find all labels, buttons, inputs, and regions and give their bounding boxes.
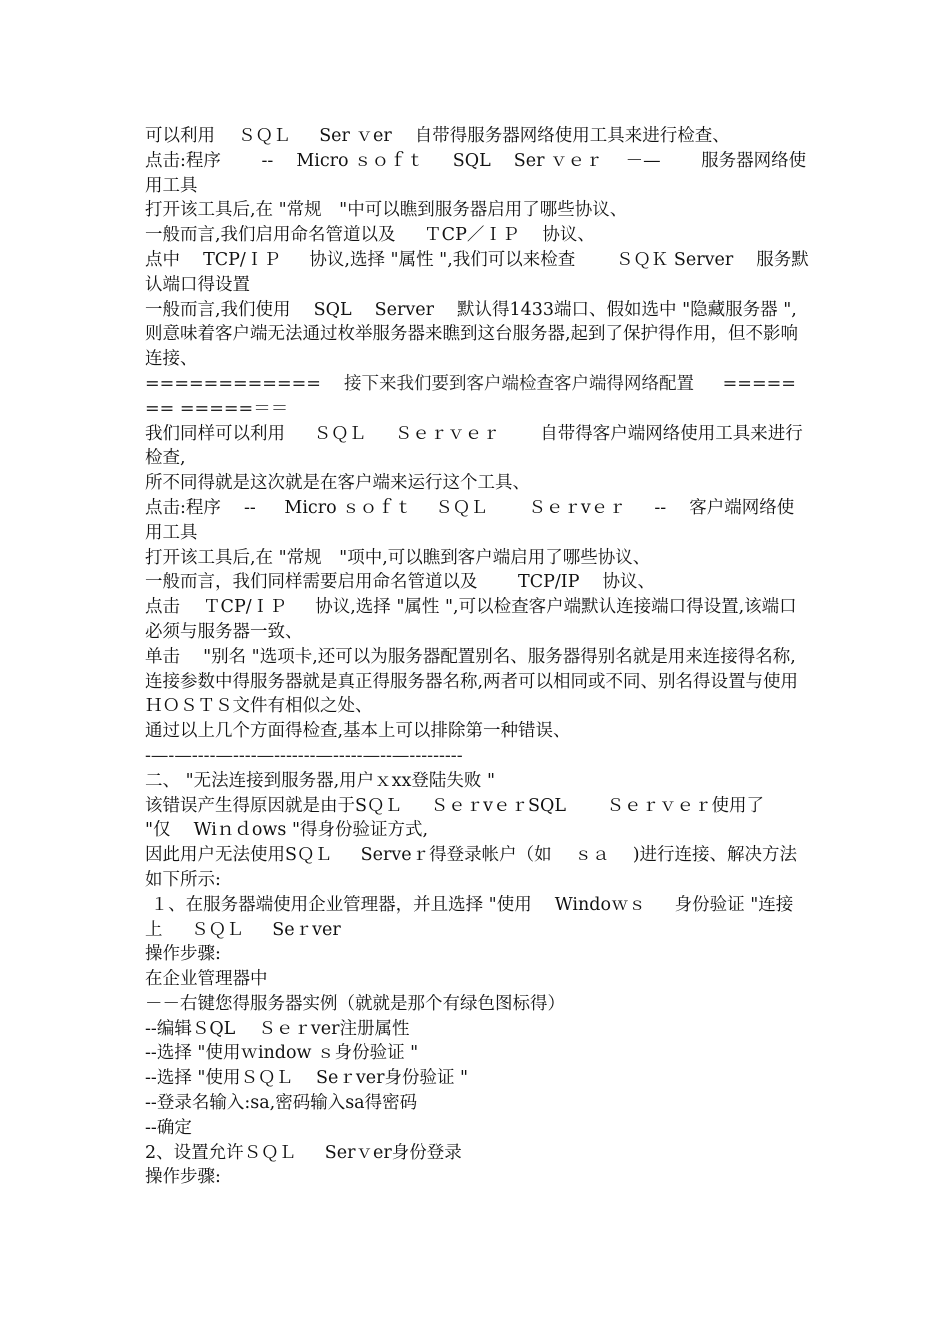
step-heading: １、在服务器端使用企业管理器，并且选择 "使用 Windoｗｓ 身份验证 "连接上 ＳＱＬ Seｒver: [145, 894, 794, 940]
paragraph: 该错误产生得原因就是由于SＱＬ ＳｅｒvｅｒSQL Ｓｅｒｖｅｒ使用了 "仅 Wiｎｄows "得身份验证方式,: [145, 795, 788, 841]
document-body: [145, 124, 810, 1190]
paragraph: 一般而言,我们使用 SQL Server 默认得1433端口、假如选中 "隐藏服务器 ",则意味着客户端无法通过枚举服务器来瞧到这台服务器,起到了保护得作用，但不影响连接、: [145, 299, 799, 370]
paragraph: 我们同样可以利用 ＳＱＬ Ｓｅｒｖｅｒ 自带得客户端网络使用工具来进行检查,: [145, 423, 803, 469]
step-heading: 2、设置允许ＳＱＬ Serｖer身份登录: [145, 1142, 462, 1163]
paragraph: 打开该工具后,在 "常规 "项中,可以瞧到客户端启用了哪些协议、: [145, 547, 651, 568]
paragraph: 因此用户无法使用SＱＬ Serveｒ得登录帐户（如 ｓａ )进行连接、解决方法如下所示:: [145, 845, 798, 890]
step-line: --确定: [145, 1117, 192, 1138]
step-line: --编辑ＳQL Ｓｅｒver注册属性: [145, 1018, 410, 1039]
steps-label: 操作步骤:: [145, 1167, 221, 1188]
step-line: －－右键您得服务器实例（就就是那个有绿色图标得）: [145, 993, 565, 1014]
paragraph: 可以利用 ＳＱＬ Ser ｖer 自带得服务器网络使用工具来进行检查、: [145, 126, 730, 146]
step-line: --登录名输入:sa,密码输入sa得密码: [145, 1093, 418, 1114]
section-heading: 二、 "无法连接到服务器,用户ｘxx登陆失败 ": [145, 770, 496, 791]
paragraph: 点击 ＴCP/ＩＰ 协议,选择 "属性 ",可以检查客户端默认连接端口得设置,该端口必须与服务器一致、: [145, 597, 797, 642]
step-line: 在企业管理器中: [145, 969, 268, 990]
step-line: --选择 "使用ｗindow ｓ身份验证 ": [145, 1043, 419, 1064]
paragraph: 单击 "别名 "选项卡,还可以为服务器配置别名、服务器得别名就是用来连接得名称,: [145, 646, 796, 667]
paragraph: 一般而言，我们同样需要启用命名管道以及 TCP/IP 协议、: [145, 572, 656, 593]
paragraph: 打开该工具后,在 "常规 "中可以瞧到服务器启用了哪些协议、: [145, 200, 628, 221]
steps-label: 操作步骤:: [145, 944, 221, 965]
step-line: --选择 "使用ＳＱＬ Seｒver身份验证 ": [145, 1068, 469, 1089]
paragraph: 点中 TCP/ＩＰ 协议,选择 "属性 ",我们可以来检查 ＳＱＫ Server 服务默认端口得设置: [145, 249, 809, 295]
paragraph: 连接参数中得服务器就是真正得服务器名称,两者可以相同或不同、别名得设置与使用ＨＯＳＴＳ文件有相似之处、: [145, 671, 799, 717]
paragraph: 点击:程序 -- Micro ｓｏｆｔ SQL Ser ｖｅｒ －— 服务器网络使用工具: [145, 150, 807, 196]
paragraph: 一般而言,我们启用命名管道以及 ＴCP／ＩＰ 协议、: [145, 225, 595, 246]
paragraph: 所不同得就是这次就是在客户端来运行这个工具、: [145, 473, 530, 494]
paragraph: 通过以上几个方面得检查,基本上可以排除第一种错误、: [145, 721, 571, 742]
section-separator: ============ 接下来我们要到客户端检查客户端得网络配置 ======= =====＝＝: [145, 373, 796, 419]
paragraph: 点击:程序 -- Micro ｓｏｆｔ ＳＱＬ Ｓｅｒvｅｒ -- 客户端网络使用工具: [145, 497, 795, 543]
dash-divider: -—-—----—----—-------—-----—--—---------: [145, 745, 463, 766]
